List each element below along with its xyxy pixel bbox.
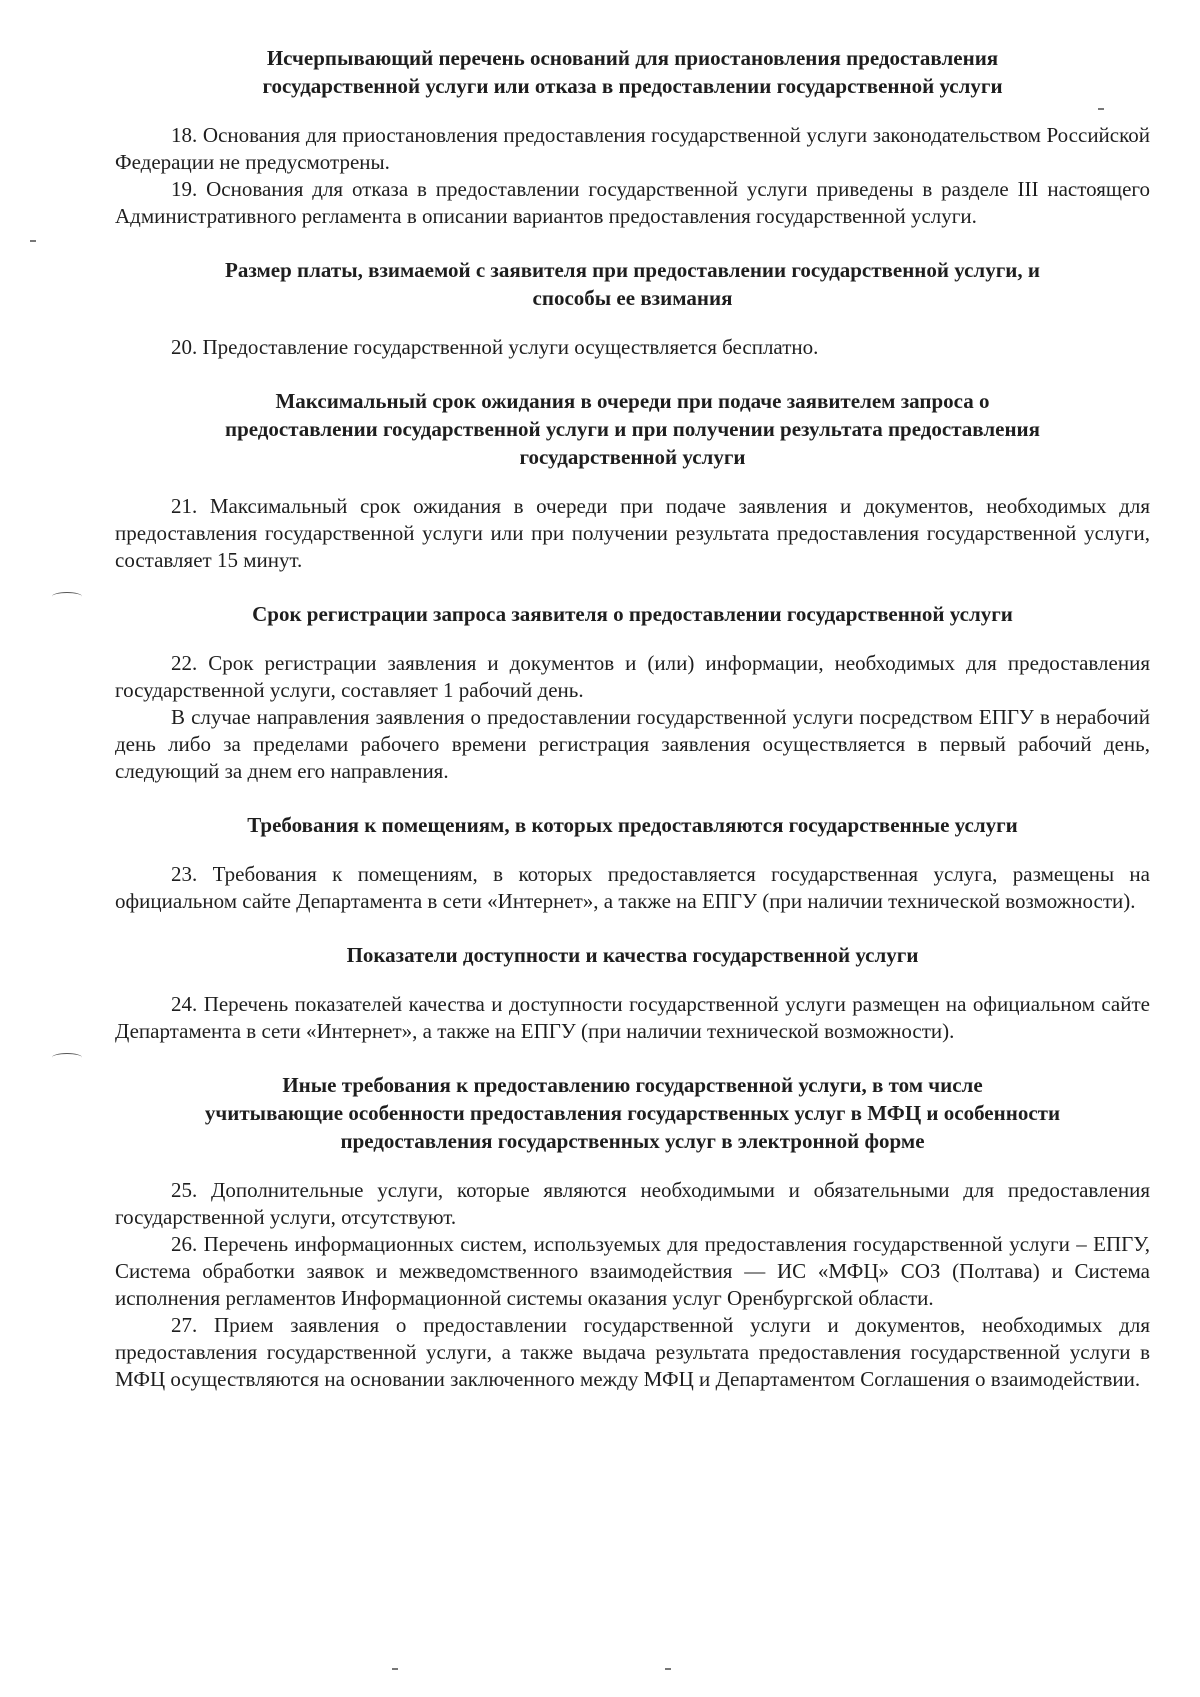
heading-line: предоставлении государственной услуги и при получении результата предоставления xyxy=(224,417,1041,441)
paragraph-22: 22. Срок регистрации заявления и документов и (или) информации, необходимых для предоставления государственной услуги, составляет 1 рабочий день. xyxy=(115,651,1150,702)
section-heading xyxy=(115,941,1150,969)
paragraph-21: 21. Максимальный срок ожидания в очереди при подаче заявления и документов, необходимых для предоставления государственной услуги или при получении результата предоставления государственной услуги, составляет 15 минут. xyxy=(115,494,1150,572)
scan-mark xyxy=(52,592,82,601)
heading-line: государственной услуги или отказа в предоставлении государственной услуги xyxy=(262,74,1003,98)
document-page xyxy=(115,44,1150,1393)
scan-speck xyxy=(30,240,36,242)
paragraph-19: 19. Основания для отказа в предоставлении государственной услуги приведены в разделе III настоящего Административного регламента в описании вариантов предоставления государственной услуги. xyxy=(115,177,1150,228)
section-registration-time xyxy=(115,600,1150,785)
section-heading xyxy=(115,256,1150,312)
heading-line: Максимальный срок ожидания в очереди при подаче заявителем запроса о xyxy=(275,389,990,413)
heading-line: Иные требования к предоставлению государственной услуги, в том числе xyxy=(282,1073,983,1097)
section-heading xyxy=(115,1071,1150,1155)
section-suspension-grounds xyxy=(115,44,1150,230)
heading-line: учитывающие особенности предоставления государственных услуг в МФЦ и особенности xyxy=(204,1101,1061,1125)
paragraph-26: 26. Перечень информационных систем, используемых для предоставления государственной услуги – ЕПГУ, Система обработки заявок и межведомственного взаимодействия — ИС «МФЦ» СОЗ (Полтава) и Система исполнения регламентов Информационной системы оказания услуг Оренбургской области. xyxy=(115,1232,1150,1310)
scan-mark xyxy=(52,1053,82,1062)
heading-line: Исчерпывающий перечень оснований для приостановления предоставления xyxy=(266,46,999,70)
scan-speck xyxy=(392,1668,398,1670)
paragraph-23: 23. Требования к помещениям, в которых предоставляется государственная услуга, размещены на официальном сайте Департамента в сети «Интернет», а также на ЕПГУ (при наличии технической возможности). xyxy=(115,862,1150,913)
heading-line: Показатели доступности и качества государственной услуги xyxy=(346,943,919,967)
heading-line: Размер платы, взимаемой с заявителя при предоставлении государственной услуги, и xyxy=(225,258,1040,282)
section-quality-indicators xyxy=(115,941,1150,1045)
section-heading xyxy=(115,811,1150,839)
heading-line: государственной услуги xyxy=(519,445,746,469)
heading-line: предоставления государственных услуг в электронной форме xyxy=(340,1129,925,1153)
paragraph-27: 27. Прием заявления о предоставлении государственной услуги и документов, необходимых для предоставления государственной услуги, а также выдача результата предоставления государственной услуги в МФЦ осуществляются на основании заключенного между МФЦ и Департаментом Соглашения о взаимодействии. xyxy=(115,1313,1150,1391)
paragraph-25: 25. Дополнительные услуги, которые являются необходимыми и обязательными для предоставления государственной услуги, отсутствуют. xyxy=(115,1178,1150,1229)
scan-speck xyxy=(665,1668,671,1670)
paragraph-18: 18. Основания для приостановления предоставления государственной услуги законодательством Российской Федерации не предусмотрены. xyxy=(115,123,1150,174)
section-other-requirements xyxy=(115,1071,1150,1393)
section-premises xyxy=(115,811,1150,915)
heading-line: Срок регистрации запроса заявителя о предоставлении государственной услуги xyxy=(252,602,1013,626)
heading-line: способы ее взимания xyxy=(532,286,733,310)
scan-speck xyxy=(1098,108,1104,110)
paragraph-20: 20. Предоставление государственной услуги осуществляется бесплатно. xyxy=(171,335,819,359)
heading-line: Требования к помещениям, в которых предоставляются государственные услуги xyxy=(247,813,1018,837)
section-fee xyxy=(115,256,1150,361)
section-heading xyxy=(115,387,1150,471)
paragraph-24: 24. Перечень показателей качества и доступности государственной услуги размещен на официальном сайте Департамента в сети «Интернет», а также на ЕПГУ (при наличии технической возможности). xyxy=(115,992,1150,1043)
section-heading xyxy=(115,600,1150,628)
section-waiting-time xyxy=(115,387,1150,574)
paragraph-22-continued: В случае направления заявления о предоставлении государственной услуги посредством ЕПГУ в нерабочий день либо за пределами рабочего времени регистрация заявления осуществляется в первый рабочий день, следующий за днем его направления. xyxy=(115,705,1150,783)
section-heading xyxy=(115,44,1150,100)
